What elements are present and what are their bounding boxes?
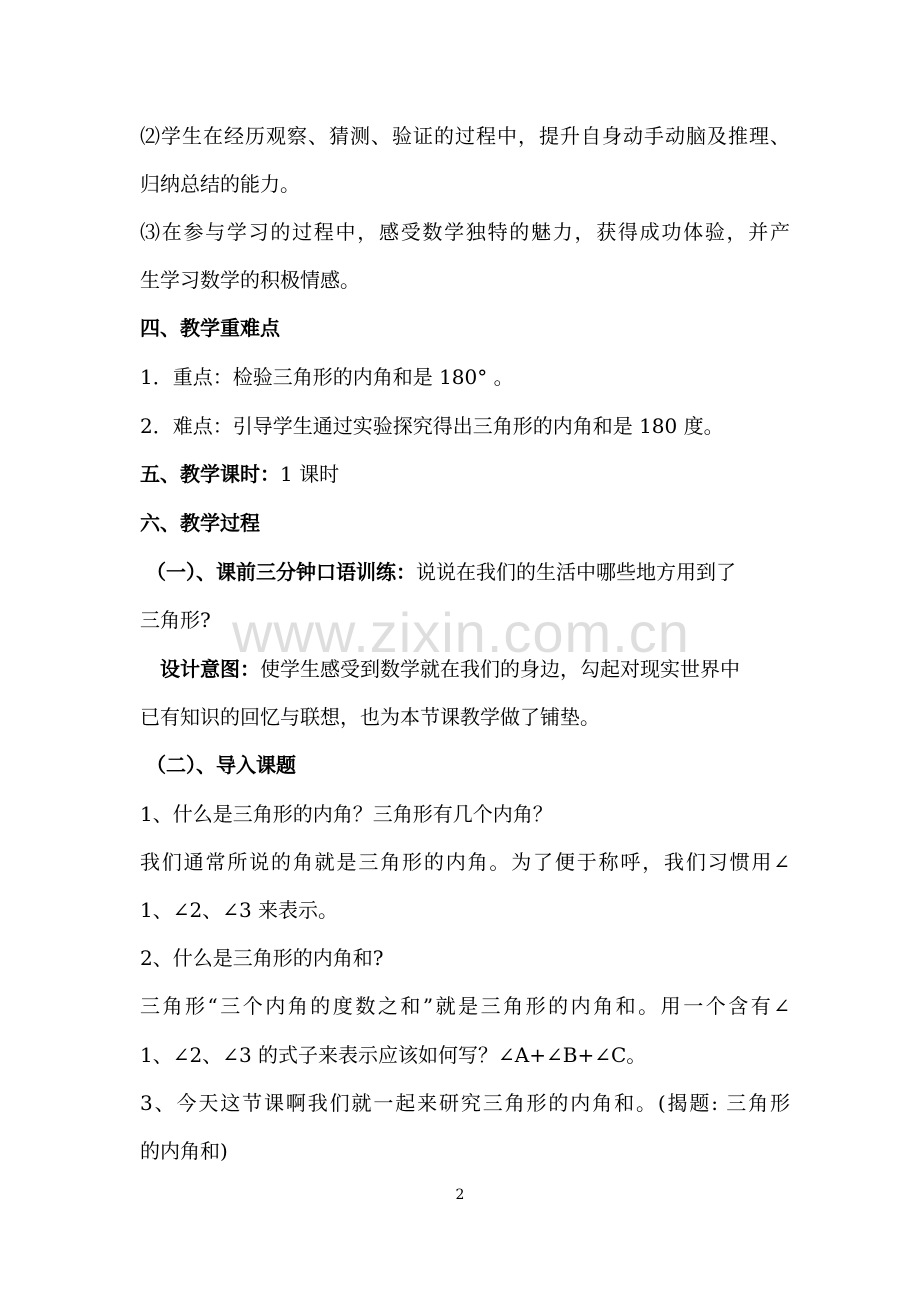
- section-heading: 五、教学课时：: [140, 462, 280, 486]
- paragraph-line: 三角形?: [140, 608, 211, 632]
- section-heading: 四、教学重难点: [140, 316, 280, 340]
- heading-value: 1 课时: [280, 462, 340, 486]
- paragraph-line: 归纳总结的能力。: [140, 172, 300, 196]
- section-heading: 六、教学过程: [140, 511, 260, 535]
- paragraph-line: 1、∠2、∠3 来表示。: [140, 898, 339, 922]
- paragraph-line: 1．重点：检验三角形的内角和是 180° 。: [140, 365, 514, 389]
- section-heading-line: [140, 460, 790, 488]
- design-intent-label: 设计意图：: [160, 657, 260, 681]
- paragraph-line: 已有知识的回忆与联想，也为本节课教学做了铺垫。: [140, 705, 600, 729]
- paragraph-line: ⑵学生在经历观察、猜测、验证的过程中，提升自身动手动脑及推理、: [140, 124, 790, 148]
- subsection-heading: （二）、导入课题: [146, 753, 296, 777]
- paragraph-line: 的内角和): [140, 1139, 228, 1163]
- paragraph-line: ⑶在参与学习的过程中，感受数学独特的魅力，获得成功体验，并产: [140, 220, 790, 244]
- paragraph-line: 2、什么是三角形的内角和?: [140, 946, 384, 970]
- paragraph-line: 三角形“三个内角的度数之和”就是三角形的内角和。用一个含有∠: [140, 994, 790, 1018]
- subsection-line: [146, 558, 790, 586]
- page-number: 2: [455, 1187, 465, 1203]
- paragraph-line: 3、今天这节课啊我们就一起来研究三角形的内角和。(揭题: 三角形: [140, 1091, 790, 1115]
- design-intent-text: 使学生感受到数学就在我们的身边，勾起对现实世界中: [260, 657, 740, 681]
- paragraph-line: 生学习数学的积极情感。: [140, 268, 360, 292]
- watermark: www.zixin.com.cn: [232, 601, 690, 664]
- paragraph-line: 1、∠2、∠3 的式子来表示应该如何写？∠A+∠B+∠C。: [140, 1043, 647, 1067]
- paragraph-line: 我们通常所说的角就是三角形的内角。为了便于称呼，我们习惯用∠: [140, 850, 790, 874]
- subsection-text: 说说在我们的生活中哪些地方用到了: [416, 560, 736, 584]
- subsection-heading: （一）、课前三分钟口语训练：: [146, 560, 416, 584]
- paragraph-line: 1、什么是三角形的内角？三角形有几个内角？: [140, 802, 553, 826]
- paragraph-line: 2．难点：引导学生通过实验探究得出三角形的内角和是 180 度。: [140, 414, 724, 438]
